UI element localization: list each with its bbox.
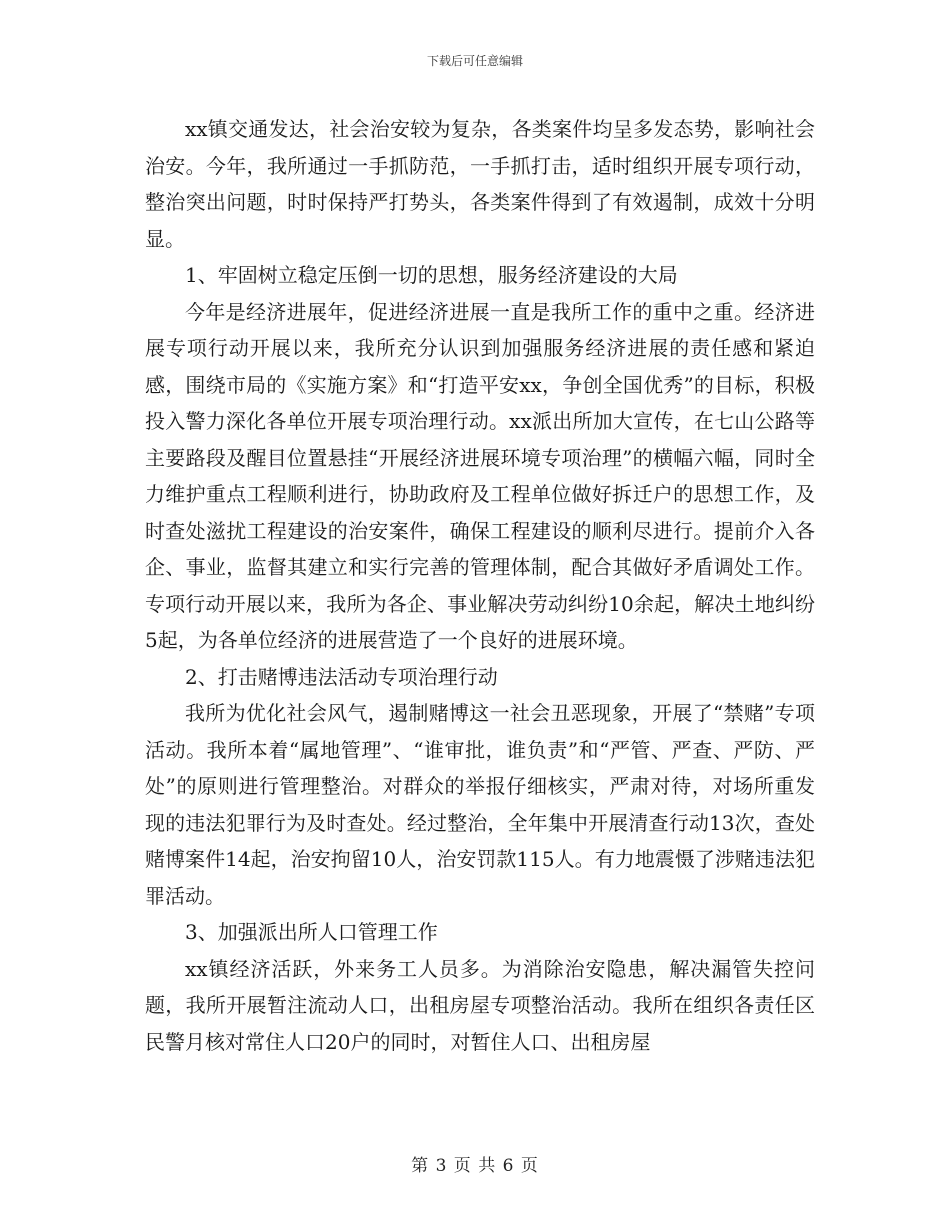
section-2-paragraph: 我所为优化社会风气，遏制赌博这一社会丑恶现象，开展了“禁赌”专项活动。我所本着“属地管理”、“谁审批，谁负责”和“严管、严查、严防、严处”的原则进行管理整治。对群众的举报仔细核实，严肃对待，对场所重发现的违法犯罪行为及时查处。经过整治，全年集中开展清查行动13次，查处赌博案件14起，治安拘留10人，治安罚款115人。有力地震慑了涉赌违法犯罪活动。: [145, 701, 815, 908]
section-3-paragraph: xx镇经济活跃，外来务工人员多。为消除治安隐患，解决漏管失控问题，我所开展暂注流动人口，出租房屋专项整治活动。我所在组织各责任区民警月核对常住人口20户的同时，对暂住人口、出租房屋: [145, 956, 815, 1054]
page-header: 下载后可任意编辑: [426, 54, 523, 68]
section-2-heading: 2、打击赌博违法活动专项治理行动: [185, 664, 498, 689]
section-1-paragraph: 今年是经济进展年，促进经济进展一直是我所工作的重中之重。经济进展专项行动开展以来，我所充分认识到加强服务经济进展的责任感和紧迫感，围绕市局的《实施方案》和“打造平安xx，争创全国优秀”的目标，积极投入警力深化各单位开展专项治理行动。xx派出所加大宣传，在七山公路等主要路段及醒目位置悬挂“开展经济进展环境专项治理”的横幅六幅，同时全力维护重点工程顺利进行，协助政府及工程单位做好拆迁户的思想工作，及时查处滋扰工程建设的治安案件，确保工程建设的顺利尽进行。提前介入各企、事业，监督其建立和实行完善的管理体制，配合其做好矛盾调处工作。专项行动开展以来，我所为各企、事业解决劳动纠纷10余起，解决土地纠纷5起，为各单位经济的进展营造了一个良好的进展环境。: [145, 299, 815, 652]
document-body: [145, 111, 815, 1060]
section-3-heading: 3、加强派出所人口管理工作: [185, 920, 438, 944]
section-1-heading: 1、牢固树立稳定压倒一切的思想，服务经济建设的大局: [185, 263, 678, 287]
intro-paragraph: xx镇交通发达，社会治安较为复杂，各类案件均呈多发态势，影响社会治安。今年，我所通过一手抓防范，一手抓打击，适时组织开展专项行动，整治突出问题，时时保持严打势头，各类案件得到了有效遏制，成效十分明显。: [145, 117, 815, 251]
page-number-footer: 第 3 页 共 6 页: [411, 1156, 539, 1176]
